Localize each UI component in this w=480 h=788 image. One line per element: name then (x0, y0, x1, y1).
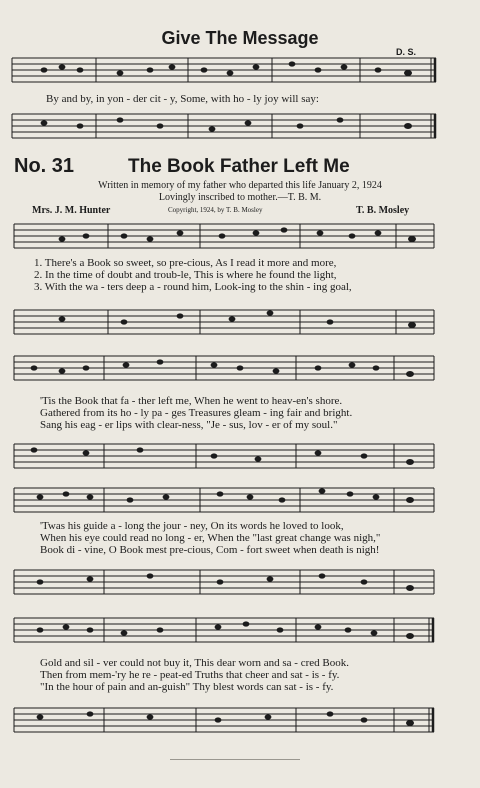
system-2-bass-staff (0, 436, 480, 476)
system-4-lyric-1: Gold and sil - ver could not buy it, This dear worn and sa - cred Book. (40, 657, 349, 669)
system-3-lyric-2: When his eye could read no long - er, When the "last great change was nigh," (40, 532, 381, 544)
system-2-lyric-2: Gathered from its ho - ly pa - ges Treasures gleam - ing fair and bright. (40, 407, 353, 419)
system-1-lyric-1: 1. There's a Book so sweet, so pre-cious, As I read it more and more, (34, 257, 337, 269)
system-4-lyric-3: "In the hour of pain and an-guish" Thy blest words can sat - is - fy. (40, 681, 334, 693)
system-1-lyric-3: 3. With the wa - ters deep a - round him, Look-ing to the shin - ing goal, (34, 281, 352, 293)
system-4-treble-staff (0, 608, 480, 652)
top-bass-staff (0, 106, 480, 148)
dedication-line-1: Written in memory of my father who departed this life January 2, 1924 (98, 180, 382, 191)
system-3-lyric-1: 'Twas his guide a - long the jour - ney, On its words he loved to look, (40, 520, 344, 532)
top-treble-staff (0, 48, 480, 98)
system-4-bass-staff (0, 698, 480, 742)
copyright-notice: Copyright, 1924, by T. B. Mosley (168, 206, 263, 214)
system-3-treble-staff (0, 480, 480, 520)
system-3-bass-staff (0, 562, 480, 602)
system-1-treble-staff (0, 218, 480, 254)
lyricist-credit: Mrs. J. M. Hunter (32, 205, 111, 216)
dedication-line-2: Lovingly inscribed to mother.—T. B. M. (158, 192, 322, 203)
system-1-lyric-2: 2. In the time of doubt and troub-le, This is where he found the light, (34, 269, 337, 281)
hymn-number: No. 31 (14, 155, 75, 177)
system-2-treble-staff (0, 348, 480, 388)
system-4-lyric-2: Then from mem-'ry he re - peat-ed Truths that cheer and sat - is - fy. (40, 669, 340, 681)
top-song-title: Give The Message (161, 28, 319, 48)
composer-credit: T. B. Mosley (356, 205, 410, 216)
top-lyric-line: By and by, in yon - der cit - y, Some, with ho - ly joy will say: (46, 93, 319, 105)
system-2-lyric-1: 'Tis the Book that fa - ther left me, When he went to heav-en's shore. (40, 395, 343, 407)
hymn-title: The Book Father Left Me (128, 156, 350, 177)
decorative-rule (170, 759, 300, 761)
system-3-lyric-3: Book di - vine, O Book mest pre-cious, Com - fort sweet when death is nigh! (40, 544, 380, 556)
ds-mark: D. S. (396, 47, 417, 57)
system-2-lyric-3: Sang his eag - er lips with clear-ness, "Je - sus, lov - er of my soul." (40, 419, 338, 431)
system-1-bass-staff (0, 300, 480, 342)
